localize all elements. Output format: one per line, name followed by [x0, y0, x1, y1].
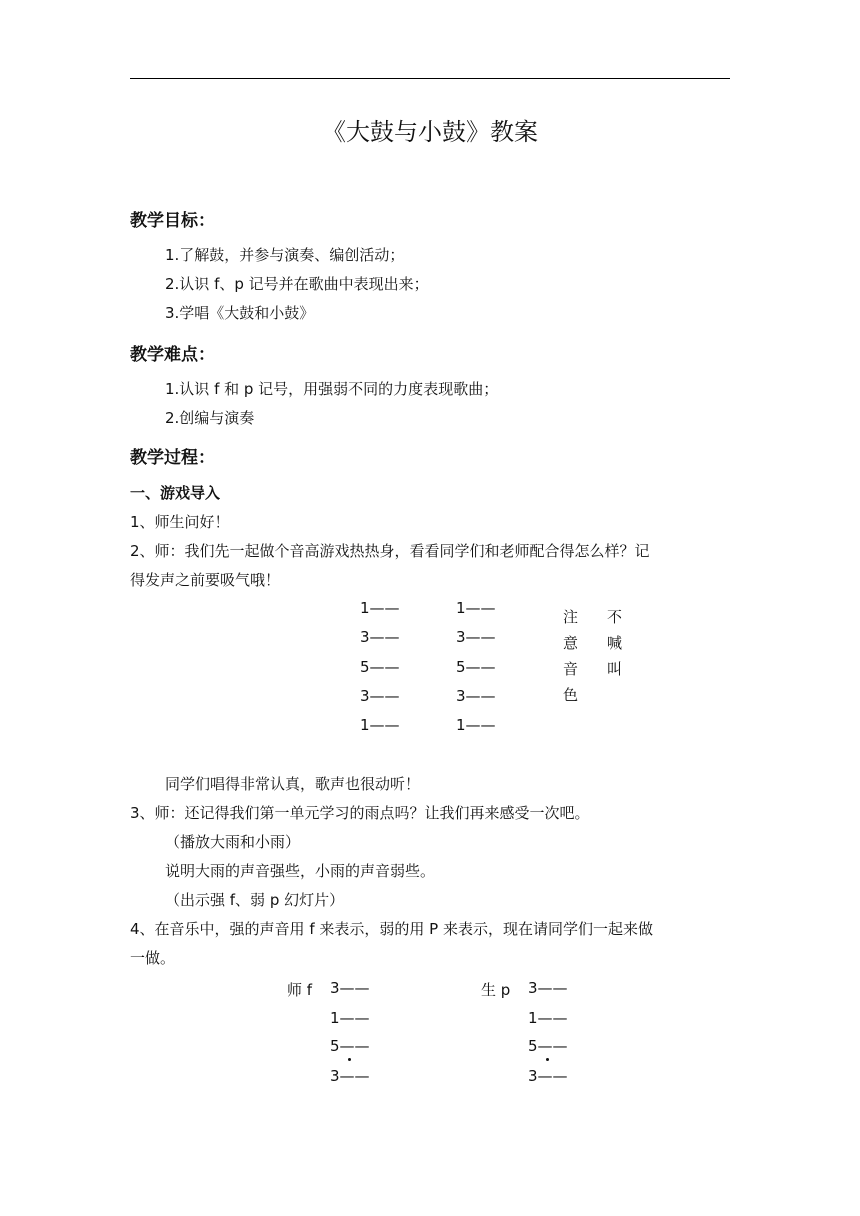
note-char: 注 — [563, 608, 579, 626]
student-note-low-text: 5—— — [528, 1037, 568, 1055]
student-note: 3—— — [528, 979, 568, 997]
praise-text: 同学们唱得非常认真，歌声也很动听！ — [165, 775, 421, 793]
step-2-line2: 得发声之前要吸气哦！ — [130, 571, 281, 589]
scale-right-note: 1—— — [456, 716, 496, 734]
scale-left-note: 3—— — [360, 628, 400, 646]
scale-right-note: 3—— — [456, 628, 496, 646]
note-char: 音 — [563, 660, 579, 678]
teacher-note: 1—— — [330, 1009, 370, 1027]
teacher-note-low-text: 5—— — [330, 1037, 370, 1055]
difficulties-heading: 教学难点： — [130, 345, 215, 365]
step-3: 3、师：还记得我们第一单元学习的雨点吗？让我们再来感受一次吧。 — [130, 804, 590, 822]
note-char: 意 — [563, 634, 579, 652]
note-char: 色 — [563, 686, 579, 704]
student-note: 3—— — [528, 1067, 568, 1085]
note-char: 叫 — [607, 660, 623, 678]
student-note-low — [528, 1037, 568, 1055]
objectives-heading: 教学目标： — [130, 211, 215, 231]
objective-item: 3.学唱《大鼓和小鼓》 — [165, 304, 315, 322]
page-title: 《大鼓与小鼓》教案 — [322, 118, 538, 146]
scale-left-note: 1—— — [360, 716, 400, 734]
section-heading: 一、游戏导入 — [130, 484, 221, 502]
scale-left-note: 1—— — [360, 599, 400, 617]
scale-left-note: 3—— — [360, 687, 400, 705]
show-note: （出示强 f、弱 p 幻灯片） — [165, 891, 345, 909]
student-label: 生 p — [481, 981, 511, 999]
teacher-label: 师 f — [287, 981, 313, 999]
explain-text: 说明大雨的声音强些，小雨的声音弱些。 — [165, 862, 436, 880]
teacher-note: 3—— — [330, 979, 370, 997]
scale-right-note: 3—— — [456, 687, 496, 705]
scale-right-note: 1—— — [456, 599, 496, 617]
step-1: 1、师生问好！ — [130, 513, 230, 531]
teacher-note: 3—— — [330, 1067, 370, 1085]
scale-left-note: 5—— — [360, 658, 400, 676]
step-4-line2: 一做。 — [130, 949, 176, 967]
step-4-line1: 4、在音乐中，强的声音用 f 来表示，弱的用 P 来表示，现在请同学们一起来做 — [130, 920, 653, 938]
scale-right-note: 5—— — [456, 658, 496, 676]
header-rule — [130, 78, 730, 79]
teacher-note-low — [330, 1037, 370, 1055]
objective-item: 2.认识 f、p 记号并在歌曲中表现出来； — [165, 275, 429, 293]
difficulty-item: 2.创编与演奏 — [165, 409, 255, 427]
note-char: 喊 — [607, 634, 623, 652]
difficulty-item: 1.认识 f 和 p 记号，用强弱不同的力度表现歌曲； — [165, 380, 499, 398]
play-note: （播放大雨和小雨） — [165, 833, 301, 851]
student-note: 1—— — [528, 1009, 568, 1027]
note-char: 不 — [607, 608, 623, 626]
objective-item: 1.了解鼓，并参与演奏、编创活动； — [165, 246, 405, 264]
process-heading: 教学过程： — [130, 448, 215, 468]
step-2-line1: 2、师：我们先一起做个音高游戏热热身，看看同学们和老师配合得怎么样？记 — [130, 542, 650, 560]
